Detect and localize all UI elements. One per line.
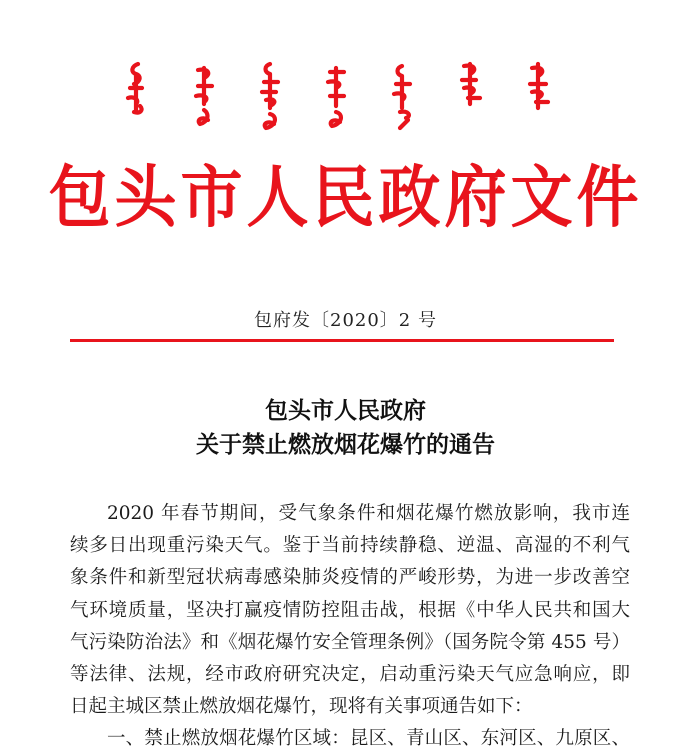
body-line: 象条件和新型冠状病毒感染肺炎疫情的严峻形势，为进一步改善空: [70, 567, 630, 589]
body-line: 日起主城区禁止燃放烟花爆竹，现将有关事项通告如下：: [70, 696, 533, 718]
notice-title: [0, 394, 691, 462]
body-line: 等法律、法规，经市政府研究决定，启动重污染天气应急响应，即: [70, 664, 630, 686]
document-header-title: 包头市人民政府文件: [48, 158, 643, 237]
mongolian-script-image: [118, 58, 578, 140]
notice-title-line-2: 关于禁止燃放烟花爆竹的通告: [196, 431, 495, 458]
body-line: 气环境质量，坚决打赢疫情防控阻击战，根据《中华人民共和国大: [70, 599, 630, 621]
notice-body: [70, 498, 630, 756]
document-number: 包府发〔2020〕2 号: [254, 310, 437, 331]
body-line: 续多日出现重污染天气。鉴于当前持续静稳、逆温、高湿的不利气: [70, 535, 630, 557]
notice-title-line-1: 包头市人民政府: [265, 397, 426, 424]
body-line: 气污染防治法》和《烟花爆竹安全管理条例》（国务院令第 455 号）: [70, 631, 630, 653]
red-divider-rule: [70, 339, 614, 342]
body-line-section-1: 一、禁止燃放烟花爆竹区域：昆区、青山区、东河区、九原区、: [107, 728, 630, 750]
body-line: 2020 年春节期间，受气象条件和烟花爆竹燃放影响，我市连: [107, 503, 630, 524]
mongolian-script-header: [118, 58, 578, 140]
